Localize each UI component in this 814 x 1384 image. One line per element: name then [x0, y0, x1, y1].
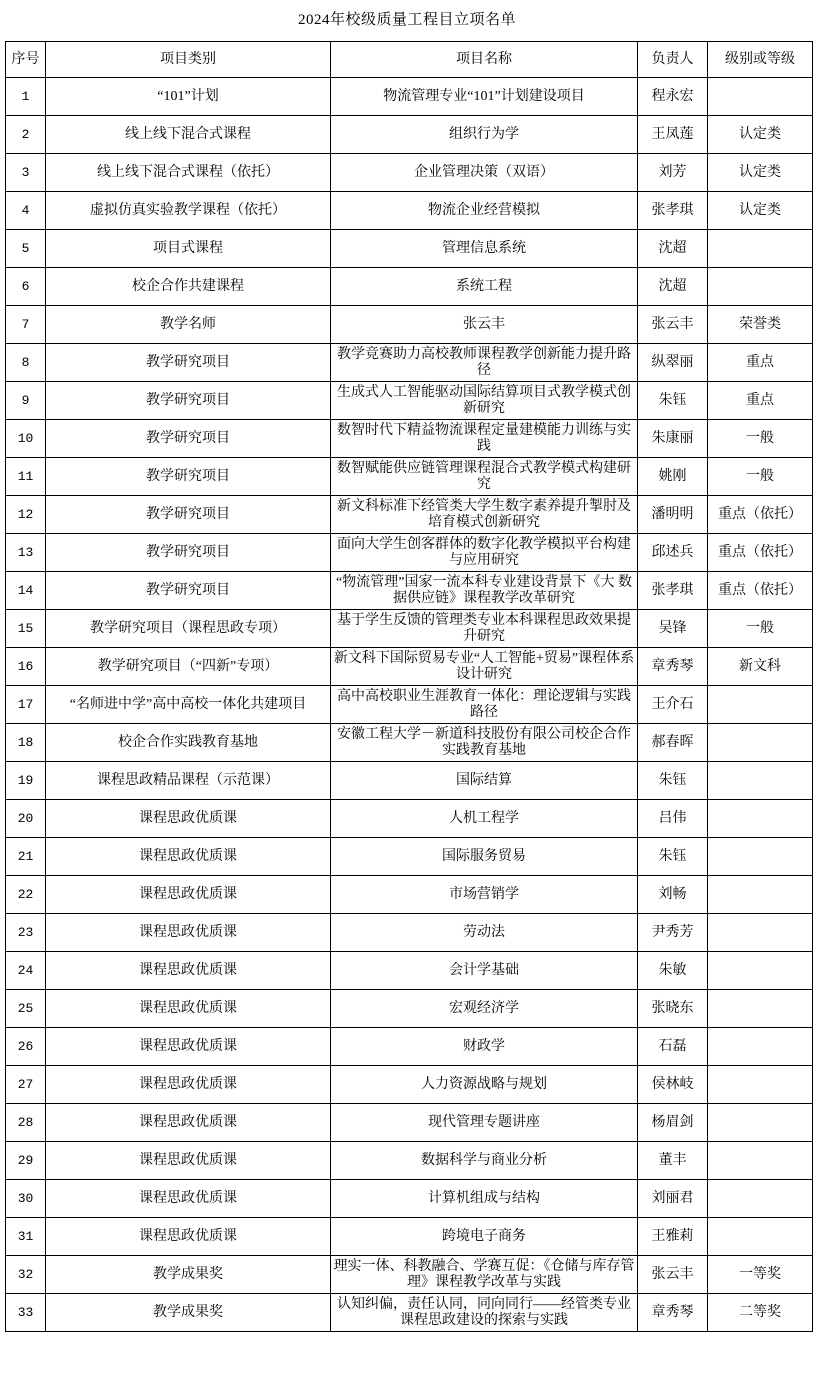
table-row — [6, 268, 813, 306]
cell[interactable]: 物流管理专业“101”计划建设项目 — [331, 78, 638, 116]
cell[interactable]: 高中高校职业生涯教育一体化：理论逻辑与实践路径 — [331, 686, 638, 724]
cell[interactable]: 人机工程学 — [331, 800, 638, 838]
cell[interactable]: 22 — [6, 876, 46, 914]
cell[interactable]: 教学研究项目 — [46, 382, 331, 420]
cell[interactable]: 课程思政优质课 — [46, 838, 331, 876]
cell[interactable]: 课程思政优质课 — [46, 1028, 331, 1066]
cell[interactable]: 市场营销学 — [331, 876, 638, 914]
cell[interactable]: 吕伟 — [638, 800, 708, 838]
cell[interactable]: 荣誉类 — [708, 306, 813, 344]
cell[interactable]: 重点 — [708, 382, 813, 420]
cell[interactable]: 生成式人工智能驱动国际结算项目式教学模式创新研究 — [331, 382, 638, 420]
cell[interactable]: 一般 — [708, 420, 813, 458]
cell[interactable]: 教学研究项目 — [46, 344, 331, 382]
cell[interactable] — [708, 1028, 813, 1066]
cell[interactable]: 校企合作实践教育基地 — [46, 724, 331, 762]
cell[interactable]: 一般 — [708, 458, 813, 496]
cell[interactable]: 25 — [6, 990, 46, 1028]
cell[interactable]: 张云丰 — [331, 306, 638, 344]
cell[interactable]: 校企合作共建课程 — [46, 268, 331, 306]
table-row — [6, 192, 813, 230]
table-row — [6, 496, 813, 534]
cell[interactable]: 认知纠偏，责任认同，同向同行——经管类专业课程思政建设的探索与实践 — [331, 1294, 638, 1332]
cell[interactable]: 28 — [6, 1104, 46, 1142]
cell[interactable]: 张云丰 — [638, 1256, 708, 1294]
cell[interactable]: 一般 — [708, 610, 813, 648]
cell[interactable]: 课程思政优质课 — [46, 1104, 331, 1142]
cell[interactable]: 朱康丽 — [638, 420, 708, 458]
cell[interactable]: 教学研究项目（课程思政专项） — [46, 610, 331, 648]
table-row — [6, 1028, 813, 1066]
cell[interactable]: 国际服务贸易 — [331, 838, 638, 876]
table-row — [6, 952, 813, 990]
cell[interactable]: 管理信息系统 — [331, 230, 638, 268]
column-header-1[interactable]: 项目类别 — [46, 42, 331, 78]
cell[interactable]: 董丰 — [638, 1142, 708, 1180]
cell[interactable] — [708, 78, 813, 116]
table-row — [6, 534, 813, 572]
cell[interactable]: “物流管理”国家一流本科专业建设背景下《大 数据供应链》课程教学改革研究 — [331, 572, 638, 610]
cell[interactable]: 23 — [6, 914, 46, 952]
cell[interactable]: 教学研究项目（“四新”专项） — [46, 648, 331, 686]
table-body — [6, 78, 813, 1332]
cell[interactable] — [708, 724, 813, 762]
cell[interactable]: 朱敏 — [638, 952, 708, 990]
cell[interactable] — [708, 686, 813, 724]
cell[interactable]: 潘明明 — [638, 496, 708, 534]
cell[interactable]: 教学竞赛助力高校教师课程教学创新能力提升路径 — [331, 344, 638, 382]
cell[interactable]: 安徽工程大学－新道科技股份有限公司校企合作实践教育基地 — [331, 724, 638, 762]
cell[interactable]: 一等奖 — [708, 1256, 813, 1294]
table-row — [6, 1180, 813, 1218]
table-row — [6, 724, 813, 762]
cell[interactable]: 刘丽君 — [638, 1180, 708, 1218]
table-row — [6, 306, 813, 344]
cell[interactable]: 24 — [6, 952, 46, 990]
table-row — [6, 1104, 813, 1142]
table-row — [6, 686, 813, 724]
cell[interactable]: 课程思政优质课 — [46, 800, 331, 838]
table-row — [6, 648, 813, 686]
cell[interactable] — [708, 990, 813, 1028]
cell[interactable]: 章秀琴 — [638, 1294, 708, 1332]
cell[interactable]: 1 — [6, 78, 46, 116]
cell[interactable]: 张云丰 — [638, 306, 708, 344]
cell[interactable]: 虚拟仿真实验教学课程（依托） — [46, 192, 331, 230]
column-header-4[interactable]: 级别或等级 — [708, 42, 813, 78]
cell[interactable]: 13 — [6, 534, 46, 572]
cell[interactable]: 30 — [6, 1180, 46, 1218]
cell[interactable] — [708, 1104, 813, 1142]
cell[interactable]: 认定类 — [708, 154, 813, 192]
cell[interactable]: 课程思政优质课 — [46, 1180, 331, 1218]
cell[interactable]: 教学研究项目 — [46, 458, 331, 496]
cell[interactable]: 理实一体、科教融合、学赛互促：《仓储与库存管理》课程教学改革与实践 — [331, 1256, 638, 1294]
table-header-row — [6, 42, 813, 78]
cell[interactable]: 系统工程 — [331, 268, 638, 306]
header-row — [6, 42, 813, 78]
cell[interactable]: 基于学生反馈的管理类专业本科课程思政效果提升研究 — [331, 610, 638, 648]
cell[interactable]: 课程思政优质课 — [46, 990, 331, 1028]
cell[interactable] — [708, 800, 813, 838]
cell[interactable]: 朱钰 — [638, 762, 708, 800]
cell[interactable]: 石磊 — [638, 1028, 708, 1066]
cell[interactable]: 新文科标准下经管类大学生数字素养提升掣肘及培育模式创新研究 — [331, 496, 638, 534]
table-row — [6, 572, 813, 610]
cell[interactable]: 29 — [6, 1142, 46, 1180]
cell[interactable]: 程永宏 — [638, 78, 708, 116]
cell[interactable]: 32 — [6, 1256, 46, 1294]
table-row — [6, 1294, 813, 1332]
cell[interactable]: 14 — [6, 572, 46, 610]
table-row — [6, 458, 813, 496]
cell[interactable]: 数智赋能供应链管理课程混合式教学模式构建研究 — [331, 458, 638, 496]
cell[interactable]: 10 — [6, 420, 46, 458]
table-row — [6, 610, 813, 648]
cell[interactable]: 会计学基础 — [331, 952, 638, 990]
column-header-2[interactable]: 项目名称 — [331, 42, 638, 78]
table-row — [6, 990, 813, 1028]
cell[interactable]: 物流企业经营模拟 — [331, 192, 638, 230]
cell[interactable]: 18 — [6, 724, 46, 762]
cell[interactable]: 7 — [6, 306, 46, 344]
column-header-3[interactable]: 负责人 — [638, 42, 708, 78]
cell[interactable]: 8 — [6, 344, 46, 382]
cell[interactable]: 33 — [6, 1294, 46, 1332]
cell[interactable]: 纵翠丽 — [638, 344, 708, 382]
cell[interactable]: 26 — [6, 1028, 46, 1066]
table-row — [6, 838, 813, 876]
table-row — [6, 344, 813, 382]
table-row — [6, 116, 813, 154]
cell[interactable]: 重点 — [708, 344, 813, 382]
cell[interactable]: 教学成果奖 — [46, 1256, 331, 1294]
cell[interactable]: 人力资源战略与规划 — [331, 1066, 638, 1104]
cell[interactable]: 9 — [6, 382, 46, 420]
cell[interactable]: 12 — [6, 496, 46, 534]
cell[interactable]: 朱钰 — [638, 838, 708, 876]
cell[interactable]: 19 — [6, 762, 46, 800]
cell[interactable] — [708, 876, 813, 914]
cell[interactable]: 教学研究项目 — [46, 572, 331, 610]
cell[interactable]: 数据科学与商业分析 — [331, 1142, 638, 1180]
cell[interactable]: 认定类 — [708, 192, 813, 230]
table-row — [6, 762, 813, 800]
table-row — [6, 1218, 813, 1256]
cell[interactable]: 新文科 — [708, 648, 813, 686]
cell[interactable]: 企业管理决策（双语） — [331, 154, 638, 192]
cell[interactable]: 认定类 — [708, 116, 813, 154]
cell[interactable] — [708, 1066, 813, 1104]
cell[interactable]: 27 — [6, 1066, 46, 1104]
cell[interactable]: 张晓东 — [638, 990, 708, 1028]
cell[interactable]: 6 — [6, 268, 46, 306]
cell[interactable] — [708, 914, 813, 952]
cell[interactable]: 宏观经济学 — [331, 990, 638, 1028]
cell[interactable]: 21 — [6, 838, 46, 876]
cell[interactable]: 线上线下混合式课程（依托） — [46, 154, 331, 192]
cell[interactable]: 31 — [6, 1218, 46, 1256]
cell[interactable]: 王凤莲 — [638, 116, 708, 154]
cell[interactable]: 数智时代下精益物流课程定量建模能力训练与实践 — [331, 420, 638, 458]
table-row — [6, 876, 813, 914]
cell[interactable]: 教学名师 — [46, 306, 331, 344]
cell[interactable]: 朱钰 — [638, 382, 708, 420]
cell[interactable]: 5 — [6, 230, 46, 268]
cell[interactable]: 沈超 — [638, 230, 708, 268]
cell[interactable]: 课程思政优质课 — [46, 876, 331, 914]
cell[interactable]: 重点（依托） — [708, 496, 813, 534]
cell[interactable] — [708, 1218, 813, 1256]
table-row — [6, 420, 813, 458]
cell[interactable]: 课程思政优质课 — [46, 1142, 331, 1180]
cell[interactable]: 课程思政优质课 — [46, 1066, 331, 1104]
cell[interactable]: 尹秀芳 — [638, 914, 708, 952]
table-row — [6, 1066, 813, 1104]
cell[interactable]: 刘芳 — [638, 154, 708, 192]
cell[interactable]: 二等奖 — [708, 1294, 813, 1332]
cell[interactable]: 课程思政优质课 — [46, 914, 331, 952]
cell[interactable]: 新文科下国际贸易专业“人工智能+贸易”课程体系设计研究 — [331, 648, 638, 686]
cell[interactable]: 4 — [6, 192, 46, 230]
page-title: 2024年校级质量工程目立项名单 — [297, 12, 516, 28]
table-row — [6, 800, 813, 838]
cell[interactable]: 教学研究项目 — [46, 534, 331, 572]
cell[interactable]: 刘畅 — [638, 876, 708, 914]
cell[interactable] — [708, 952, 813, 990]
column-header-0[interactable]: 序号 — [6, 42, 46, 78]
cell[interactable]: 16 — [6, 648, 46, 686]
cell[interactable]: 国际结算 — [331, 762, 638, 800]
cell[interactable]: 项目式课程 — [46, 230, 331, 268]
cell[interactable]: 侯林岐 — [638, 1066, 708, 1104]
cell[interactable]: 2 — [6, 116, 46, 154]
cell[interactable]: 吴锋 — [638, 610, 708, 648]
cell[interactable]: 王介石 — [638, 686, 708, 724]
cell[interactable]: 王雅莉 — [638, 1218, 708, 1256]
cell[interactable]: 姚刚 — [638, 458, 708, 496]
cell[interactable]: 15 — [6, 610, 46, 648]
projects-table — [5, 41, 813, 1332]
cell[interactable]: 面向大学生创客群体的数字化教学模拟平台构建与应用研究 — [331, 534, 638, 572]
cell[interactable]: 线上线下混合式课程 — [46, 116, 331, 154]
table-row — [6, 382, 813, 420]
cell[interactable]: 课程思政优质课 — [46, 1218, 331, 1256]
cell[interactable]: 20 — [6, 800, 46, 838]
cell[interactable]: “名师进中学”高中高校一体化共建项目 — [46, 686, 331, 724]
cell[interactable]: 财政学 — [331, 1028, 638, 1066]
cell[interactable]: 张孝琪 — [638, 572, 708, 610]
table-row — [6, 1256, 813, 1294]
cell[interactable] — [708, 762, 813, 800]
cell[interactable]: 教学成果奖 — [46, 1294, 331, 1332]
table-row — [6, 154, 813, 192]
cell[interactable]: 跨境电子商务 — [331, 1218, 638, 1256]
cell[interactable] — [708, 1142, 813, 1180]
table-row — [6, 1142, 813, 1180]
cell[interactable]: 教学研究项目 — [46, 420, 331, 458]
cell[interactable]: “101”计划 — [46, 78, 331, 116]
cell[interactable]: 郝春晖 — [638, 724, 708, 762]
table-row — [6, 78, 813, 116]
cell[interactable]: 教学研究项目 — [46, 496, 331, 534]
cell[interactable]: 课程思政优质课 — [46, 952, 331, 990]
cell[interactable]: 17 — [6, 686, 46, 724]
cell[interactable]: 计算机组成与结构 — [331, 1180, 638, 1218]
cell[interactable]: 组织行为学 — [331, 116, 638, 154]
cell[interactable]: 课程思政精品课程（示范课） — [46, 762, 331, 800]
cell[interactable]: 劳动法 — [331, 914, 638, 952]
table-row — [6, 914, 813, 952]
cell[interactable]: 3 — [6, 154, 46, 192]
cell[interactable] — [708, 230, 813, 268]
cell[interactable] — [708, 838, 813, 876]
cell[interactable]: 杨眉剑 — [638, 1104, 708, 1142]
cell[interactable]: 现代管理专题讲座 — [331, 1104, 638, 1142]
cell[interactable]: 11 — [6, 458, 46, 496]
cell[interactable]: 沈超 — [638, 268, 708, 306]
cell[interactable]: 张孝琪 — [638, 192, 708, 230]
table-row — [6, 230, 813, 268]
cell[interactable] — [708, 1180, 813, 1218]
cell[interactable] — [708, 268, 813, 306]
cell[interactable]: 重点（依托） — [708, 572, 813, 610]
cell[interactable]: 重点（依托） — [708, 534, 813, 572]
cell[interactable]: 章秀琴 — [638, 648, 708, 686]
cell[interactable]: 邱述兵 — [638, 534, 708, 572]
